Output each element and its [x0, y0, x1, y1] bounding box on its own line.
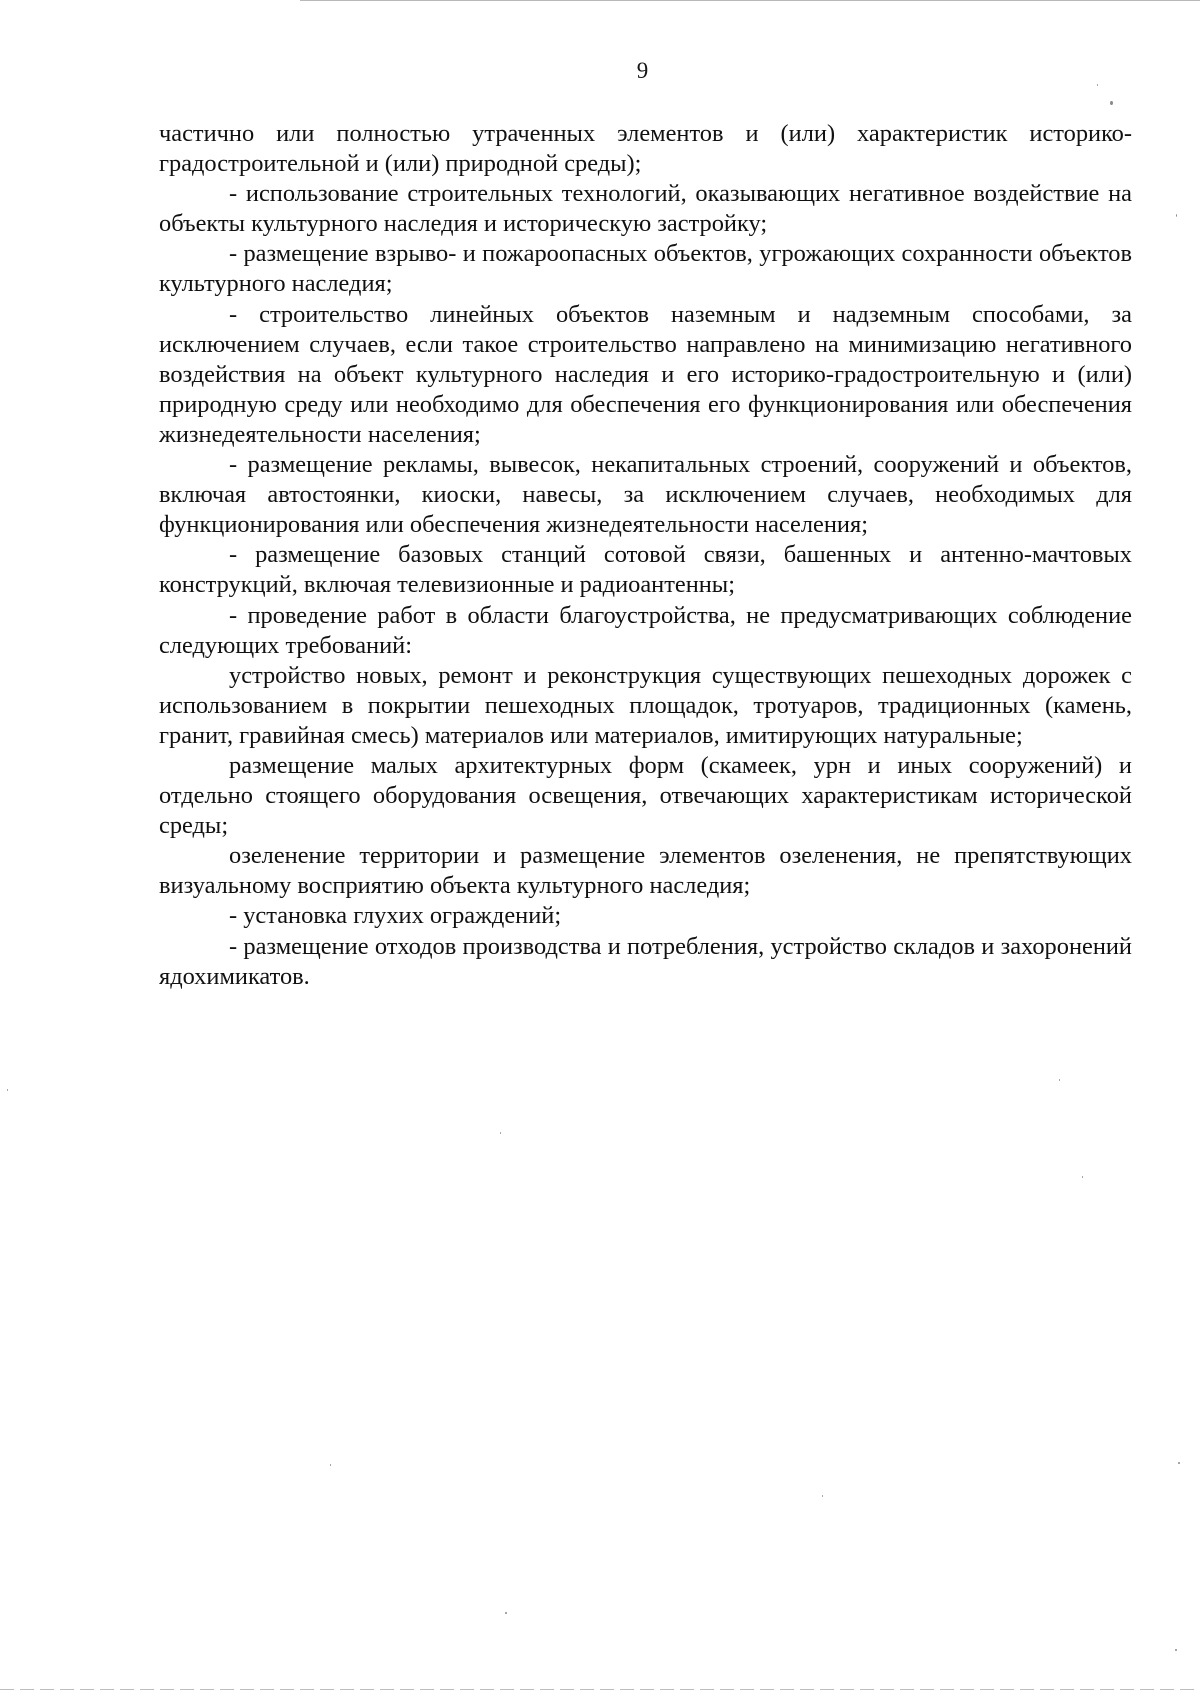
scan-speck [1082, 1176, 1083, 1178]
paragraph-advertising: - размещение рекламы, вывесок, некапитальных строений, сооружений и объектов, включая автостоянки, киоски, навесы, за исключением случаев, необходимых для функционирования или обеспечения жизнедеятельности населения; [159, 451, 1132, 539]
scan-speck [505, 1612, 507, 1614]
scan-speck [1097, 84, 1098, 86]
document-body [159, 119, 1132, 992]
scan-speck [1176, 214, 1177, 217]
paragraph-waste-placement: - размещение отходов производства и потребления, устройство складов и захоронений ядохимикатов. [159, 932, 1132, 990]
paragraph-continuation: частично или полностью утраченных элементов и (или) характеристик историко-градостроительной и (или) природной среды); [159, 120, 1132, 178]
paragraph-small-architectural-forms: размещение малых архитектурных форм (скамеек, урн и иных сооружений) и отдельно стоящего оборудования освещения, отвечающих характеристикам исторической среды; [159, 751, 1132, 840]
paragraph-blind-fences: - установка глухих ограждений; [229, 902, 562, 930]
page-number: 9 [636, 58, 649, 83]
paragraph-pedestrian-paths: устройство новых, ремонт и реконструкция существующих пешеходных дорожек с использованием в покрытии пешеходных площадок, тротуаров, традиционных (камень, гранит, гравийная смесь) материалов или материалов, имитирующих натуральные; [159, 661, 1132, 749]
paragraph-hazardous-objects: - размещение взрыво- и пожароопасных объектов, угрожающих сохранности объектов культурного наследия; [159, 240, 1132, 298]
paragraph-landscaping-works: - проведение работ в области благоустройства, не предусматривающих соблюдение следующих требований: [159, 601, 1132, 659]
scan-speck [330, 1464, 331, 1466]
scan-edge-top [300, 0, 1200, 1]
scan-speck [822, 1495, 823, 1497]
scan-speck [1110, 101, 1113, 105]
scan-speck [500, 1132, 501, 1134]
paragraph-greenery: озеленение территории и размещение элементов озеленения, не препятствующих визуальному восприятию объекта культурного наследия; [159, 842, 1132, 900]
paragraph-cell-towers: - размещение базовых станций сотовой связи, башенных и антенно-мачтовых конструкций, включая телевизионные и радиоантенны; [159, 541, 1132, 599]
scan-speck [1175, 1649, 1177, 1651]
scan-speck [1059, 1079, 1060, 1081]
scan-edge-bottom [0, 1689, 1200, 1690]
paragraph-construction-technologies: - использование строительных технологий, оказывающих негативное воздействие на объекты культурного наследия и историческую застройку; [159, 180, 1132, 238]
scan-speck [7, 1089, 8, 1091]
paragraph-linear-objects: - строительство линейных объектов наземным и надземным способами, за исключением случаев, если такое строительство направлено на минимизацию негативного воздействия на объект культурного наследия и его историко-градостроительную и (или) природную среду или необходимо для обеспечения его функционирования или обеспечения жизнедеятельности населения; [159, 300, 1132, 448]
scan-speck [1178, 1462, 1180, 1464]
